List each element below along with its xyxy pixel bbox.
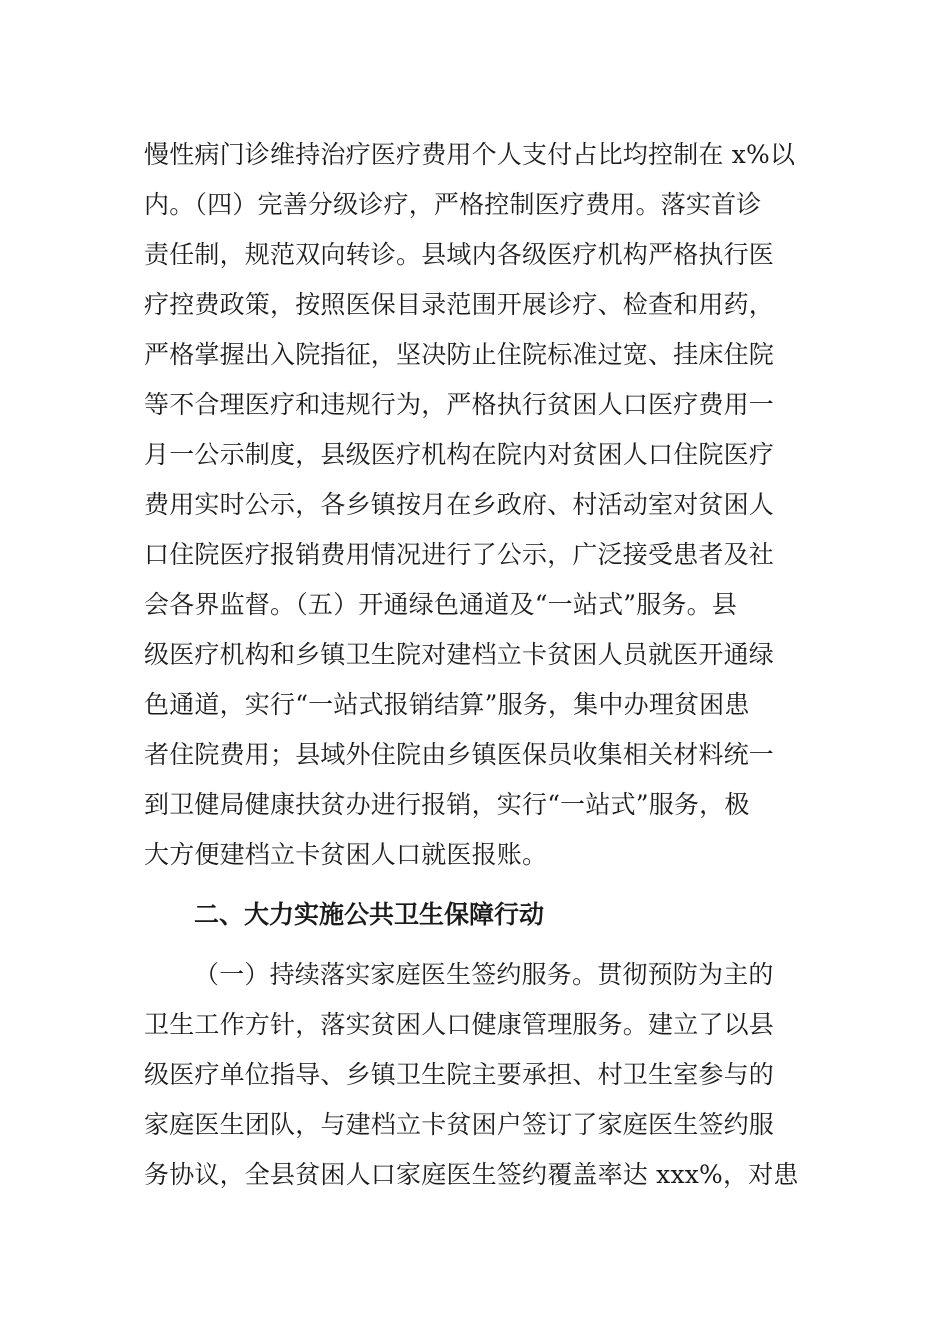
text-line: 家庭医生团队，与建档立卡贫困户签订了家庭医生签约服 — [144, 1110, 775, 1139]
document-body — [144, 130, 799, 1200]
text-line: 慢性病门诊维持治疗医疗费用个人支付占比均控制在 x%以 — [144, 140, 796, 169]
text-line: 者住院费用；县域外住院由乡镇医保员收集相关材料统一 — [144, 740, 775, 769]
text-line: 到卫健局健康扶贫办进行报销，实行“一站式”服务，极 — [144, 790, 750, 819]
text-line: 色通道，实行“一站式报销结算”服务，集中办理贫困患 — [144, 690, 750, 719]
text-line: 级医疗机构和乡镇卫生院对建档立卡贫困人员就医开通绿 — [144, 640, 775, 669]
paragraph-family-doctor — [144, 950, 799, 1200]
text-line: 级医疗单位指导、乡镇卫生院主要承担、村卫生室参与的 — [144, 1060, 775, 1089]
text-line: （一）持续落实家庭医生签约服务。贯彻预防为主的 — [194, 960, 774, 989]
section-heading: 二、大力实施公共卫生保障行动 — [194, 900, 545, 929]
text-line: 口住院医疗报销费用情况进行了公示，广泛接受患者及社 — [144, 540, 775, 569]
text-line: 等不合理医疗和违规行为，严格执行贫困人口医疗费用一 — [144, 390, 775, 419]
text-line: 责任制，规范双向转诊。县域内各级医疗机构严格执行医 — [144, 240, 775, 269]
text-line: 务协议，全县贫困人口家庭医生签约覆盖率达 xxx%，对患 — [144, 1160, 799, 1189]
text-line: 严格掌握出入院指征，坚决防止住院标准过宽、挂床住院 — [144, 340, 775, 369]
text-line: 内。（四）完善分级诊疗，严格控制医疗费用。落实首诊 — [144, 190, 762, 219]
text-line: 会各界监督。（五）开通绿色通道及“一站式”服务。县 — [144, 590, 738, 619]
text-line: 疗控费政策，按照医保目录范围开展诊疗、检查和用药， — [144, 290, 775, 319]
text-line: 月一公示制度，县级医疗机构在院内对贫困人口住院医疗 — [144, 440, 775, 469]
paragraph-medical-costs — [144, 130, 796, 880]
text-line: 卫生工作方针，落实贫困人口健康管理服务。建立了以县 — [144, 1010, 775, 1039]
text-line: 大方便建档立卡贫困人口就医报账。 — [144, 840, 548, 869]
text-line: 费用实时公示，各乡镇按月在乡政府、村活动室对贫困人 — [144, 490, 775, 519]
